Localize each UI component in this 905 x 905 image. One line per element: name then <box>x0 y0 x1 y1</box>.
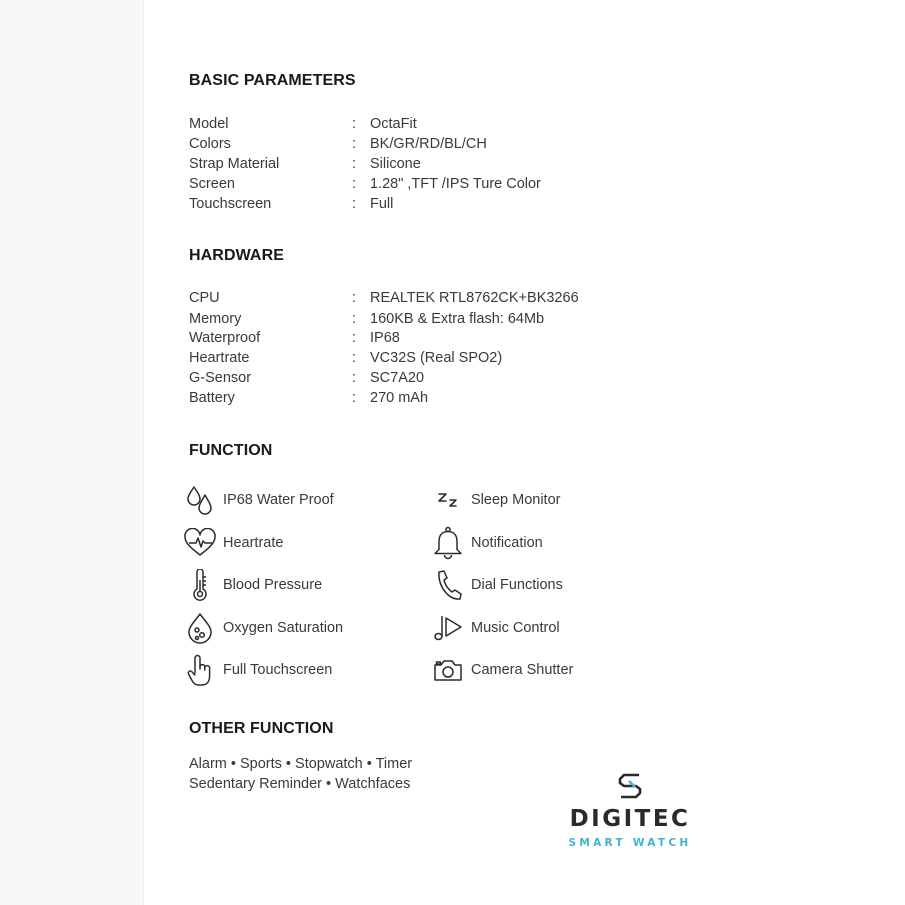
param-label: Waterproof <box>189 330 261 346</box>
other-function-line-1: Alarm • Sports • Stopwatch • Timer <box>189 756 413 772</box>
feature-heartrate <box>183 526 283 560</box>
param-value: Silicone <box>370 156 421 172</box>
basic-parameters-heading: BASIC PARAMETERS <box>189 72 356 89</box>
param-value: 1.28" ,TFT /IPS Ture Color <box>370 176 541 192</box>
feature-sleep-monitor <box>431 483 560 517</box>
music-play-icon <box>431 611 465 645</box>
feature-label: Oxygen Saturation <box>223 620 344 636</box>
brand-subtitle: SMART WATCH <box>568 837 692 849</box>
param-colon: : <box>352 176 357 192</box>
param-label: Memory <box>189 311 242 327</box>
feature-blood-pressure <box>183 568 322 602</box>
hardware-heading: HARDWARE <box>189 247 285 264</box>
feature-label: Heartrate <box>223 535 284 551</box>
water-drops-icon <box>183 483 217 517</box>
feature-music-control <box>431 611 560 645</box>
param-label: Touchscreen <box>189 196 272 212</box>
digitec-logo <box>555 770 705 855</box>
param-colon: : <box>352 311 357 327</box>
param-value: IP68 <box>370 330 400 346</box>
param-colon: : <box>352 330 357 346</box>
param-label: Heartrate <box>189 350 250 366</box>
param-colon: : <box>352 196 357 212</box>
feature-label: Camera Shutter <box>471 662 574 678</box>
heart-pulse-icon <box>183 526 217 560</box>
feature-water-proof <box>183 483 334 517</box>
param-value: OctaFit <box>370 116 417 132</box>
param-label: Model <box>189 116 229 132</box>
feature-oxygen-saturation <box>183 611 343 645</box>
param-label: Screen <box>189 176 235 192</box>
param-value: BK/GR/RD/BL/CH <box>370 136 487 152</box>
feature-label: IP68 Water Proof <box>223 492 334 508</box>
param-colon: : <box>352 370 357 386</box>
sleep-zz-icon <box>431 483 465 517</box>
brand-name: DIGITEC <box>569 806 691 832</box>
feature-label: Blood Pressure <box>223 577 323 593</box>
thermometer-icon <box>183 568 217 602</box>
param-value: 160KB & Extra flash: 64Mb <box>370 311 545 327</box>
camera-icon <box>431 653 465 687</box>
param-label: Colors <box>189 136 231 152</box>
feature-dial-functions <box>431 568 563 602</box>
touch-hand-icon <box>183 653 217 687</box>
feature-label: Music Control <box>471 620 560 636</box>
other-function-line-2: Sedentary Reminder • Watchfaces <box>189 776 411 792</box>
param-label: CPU <box>189 290 220 306</box>
digitec-s-logo-icon <box>617 772 643 800</box>
param-colon: : <box>352 290 357 306</box>
param-value: REALTEK RTL8762CK+BK3266 <box>370 290 579 306</box>
param-colon: : <box>352 350 357 366</box>
param-value: SC7A20 <box>370 370 425 386</box>
param-label: Strap Material <box>189 156 280 172</box>
param-label: G-Sensor <box>189 370 252 386</box>
param-value: 270 mAh <box>370 390 429 406</box>
param-colon: : <box>352 390 357 406</box>
param-colon: : <box>352 136 357 152</box>
phone-icon <box>431 568 465 602</box>
feature-camera-shutter <box>431 653 573 687</box>
feature-label: Dial Functions <box>471 577 563 593</box>
param-value: VC32S (Real SPO2) <box>370 350 503 366</box>
feature-full-touchscreen <box>183 653 332 687</box>
param-colon: : <box>352 116 357 132</box>
param-value: Full <box>370 196 394 212</box>
feature-notification <box>431 526 543 560</box>
feature-label: Notification <box>471 535 543 551</box>
oxygen-drop-icon <box>183 611 217 645</box>
function-heading: FUNCTION <box>189 442 273 459</box>
param-label: Battery <box>189 390 235 406</box>
feature-label: Sleep Monitor <box>471 492 561 508</box>
other-function-heading: OTHER FUNCTION <box>189 720 334 737</box>
bell-icon <box>431 526 465 560</box>
feature-label: Full Touchscreen <box>223 662 333 678</box>
param-colon: : <box>352 156 357 172</box>
